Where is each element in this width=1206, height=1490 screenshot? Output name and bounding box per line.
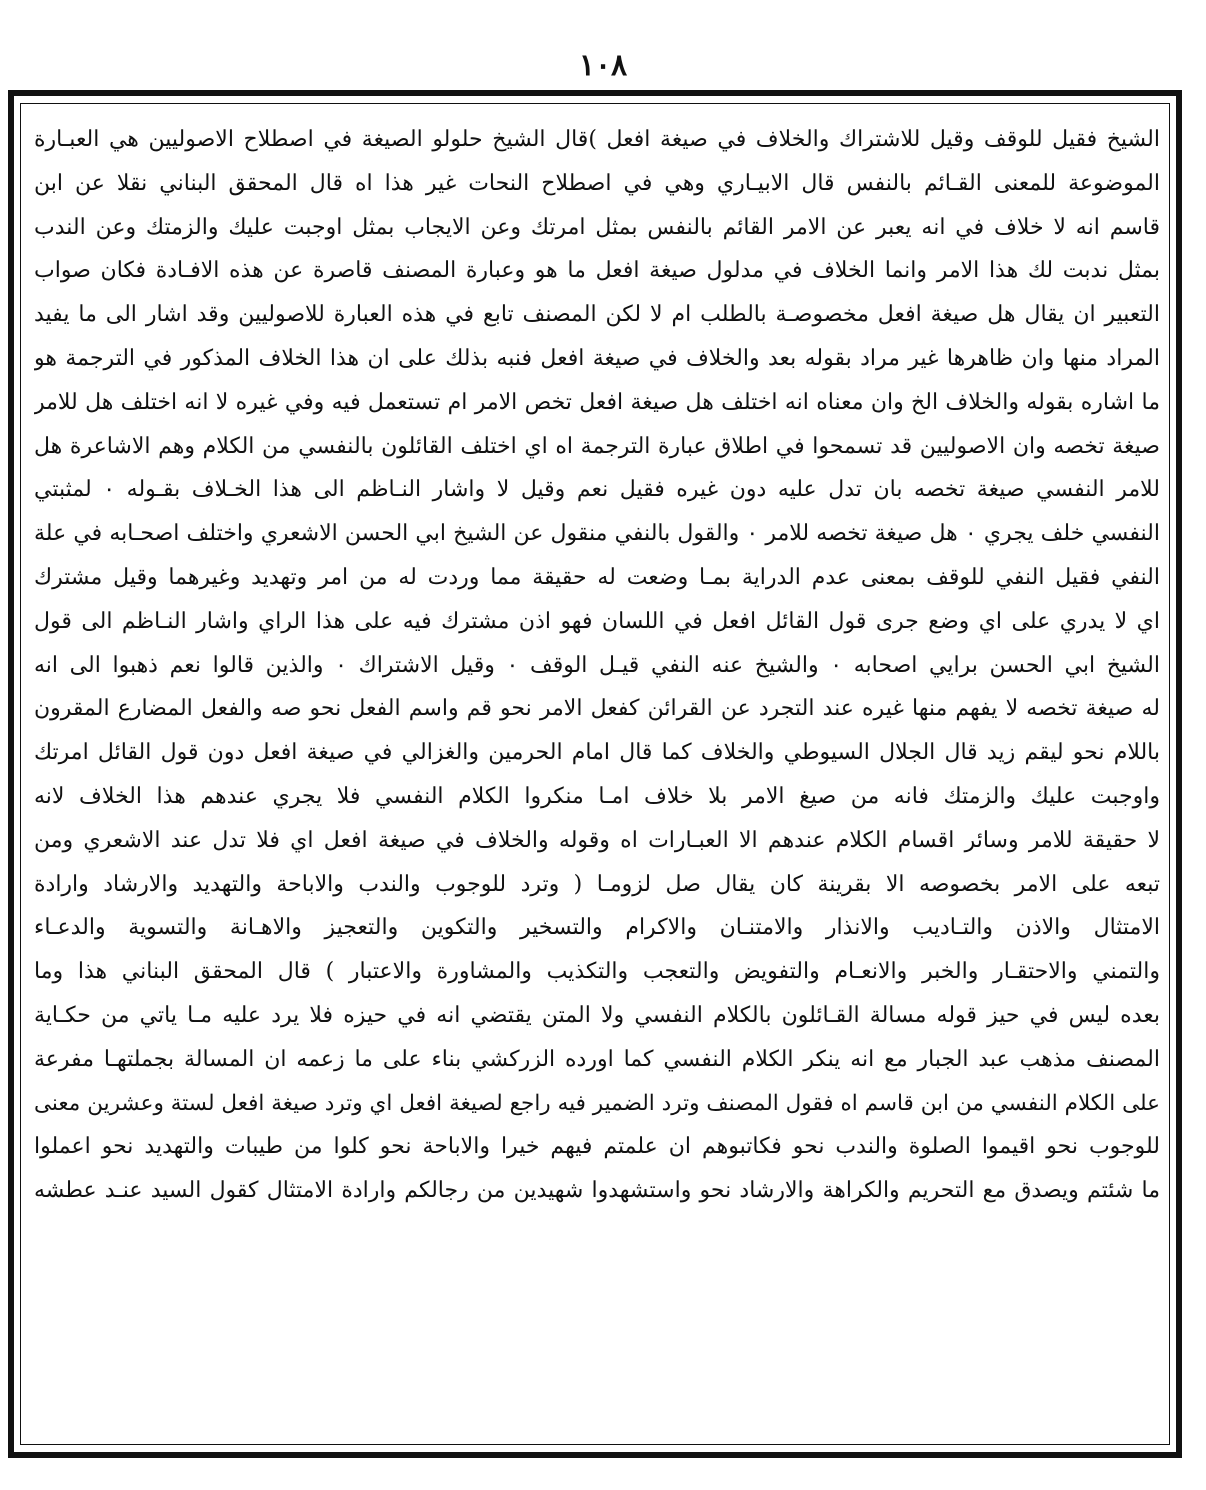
text-line: والتمني والاحتقـار والخبر والانعـام والتفويض والتعجب والتكذيب والمشاورة والاعتبار ) قال المحقق البناني هذا وما: [34, 959, 1160, 985]
text-line: المراد منها وان ظاهرها غير مراد بقوله بعد والخلاف في صيغة افعل فنبه بذلك على ان هذا الخلاف المذكور في الترجمة هو: [34, 345, 1160, 371]
text-line: باللام نحو ليقم زيد قال الجلال السيوطي والخلاف كما قال امام الحرمين والغزالي في صيغة افعل دون قول القائل امرتك: [34, 740, 1160, 766]
text-line: النفي فقيل النفي للوقف بمعنى عدم الدراية بمـا وضعت له حقيقة مما وردت له من امر وتهديد وغيرهما وقيل مشترك: [34, 564, 1160, 590]
body-text: [34, 118, 1160, 1434]
text-line: على الكلام النفسي من ابن قاسم اه فقول المصنف وترد الضمير فيه راجع لصيغة افعل اي وترد صيغة افعل لستة وعشرين معنى: [34, 1090, 1160, 1116]
text-line: التعبير ان يقال هل صيغة افعل مخصوصـة بالطلب ام لا لكن المصنف تابع في هذه العبارة للاصوليين وقد اشار الى ما يفيد: [34, 302, 1160, 328]
text-line: ما اشاره بقوله والخلاف الخ وان معناه انه اختلف هل صيغة افعل تخص الامر ام تستعمل فيه وفي غيره لا انه اختلف هل للامر: [34, 389, 1160, 415]
text-line: الشيخ ابي الحسن برايي اصحابه ٠ والشيخ عنه النفي قيـل الوقف ٠ وقيل الاشتراك ٠ والذين قالوا نعم ذهبوا الى انه: [34, 652, 1160, 678]
text-line: قاسم انه لا خلاف في انه يعبر عن الامر القائم بالنفس بمثل امرتك وعن الايجاب بمثل اوجبت عليك والزمتك وعن الندب: [34, 214, 1160, 240]
text-line: بعده ليس في حيز قوله مسالة القـائلون بالكلام النفسي ولا المتن يقتضي انه في حيزه فلا يرد عليه مـا ياتي من حكـاية: [34, 1002, 1160, 1028]
text-line: واوجبت عليك والزمتك فانه من صيغ الامر بلا خلاف امـا منكروا الكلام النفسي فلا يجري عندهم هذا الخلاف لانه: [34, 783, 1160, 809]
text-line: صيغة تخصه وان الاصوليين قد تسمحوا في اطلاق عبارة الترجمة اه اي اختلف القائلون بالنفسي من الكلام وهم الاشاعرة هل: [34, 433, 1160, 459]
text-line: له صيغة تخصه لا يفهم منها غيره عند التجرد عن القرائن كفعل الامر نحو قم واسم الفعل نحو صه والفعل المضارع المقرون: [34, 696, 1160, 722]
text-line: للوجوب نحو اقيموا الصلوة والندب نحو فكاتبوهم ان علمتم فيهم خيرا والاباحة نحو كلوا من طيبات والتهديد نحو اعملوا: [34, 1134, 1160, 1160]
text-line: النفسي خلف يجري ٠ هل صيغة تخصه للامر ٠ والقول بالنفي منقول عن الشيخ ابي الحسن الاشعري واختلف اصحـابه في علة: [34, 521, 1160, 547]
page-number: ١٠٨: [578, 48, 628, 83]
text-line: بمثل ندبت لك هذا الامر وانما الخلاف في مدلول صيغة افعل ما هو وعبارة المصنف قاصرة عن هذه الافـادة فكان صواب: [34, 258, 1160, 284]
text-line: للامر النفسي صيغة تخصه بان تدل عليه دون غيره فقيل نعم وقيل لا واشار النـاظم الى هذا الخـلاف بقـوله ٠ لمثبتي: [34, 477, 1160, 503]
text-line: تبعه على الامر بخصوصه الا بقرينة كان يقال صل لزومـا ( وترد للوجوب والندب والاباحة والتهديد والارشاد وارادة: [34, 871, 1160, 897]
text-line: الشيخ فقيل للوقف وقيل للاشتراك والخلاف في صيغة افعل )قال الشيخ حلولو الصيغة في اصطلاح الاصوليين هي العبـارة: [34, 127, 1160, 152]
text-line: الموضوعة للمعنى القـائم بالنفس قال الابيـاري وهي في اصطلاح النحات غير هذا اه قال المحقق البناني نقلا عن ابن: [34, 170, 1160, 196]
text-line: الامتثال والاذن والتـاديب والانذار والامتنـان والاكرام والتسخير والتكوين والتعجيز والاهـانة والتسوية والدعـاء: [34, 915, 1160, 941]
text-line: اي لا يدري على اي وضع جرى قول القائل افعل في اللسان فهو اذن مشترك فيه على هذا الراي واشار النـاظم الى قول: [34, 608, 1160, 634]
text-line: المصنف مذهب عبد الجبار مع انه ينكر الكلام النفسي كما اورده الزركشي بناء على ما زعمه ان المسالة بجملتهـا مفرعة: [34, 1046, 1160, 1072]
text-line: لا حقيقة للامر وسائر اقسام الكلام عندهم الا العبـارات اه وقوله والخلاف في صيغة افعل اي فلا تدل عند الاشعري ومن: [34, 827, 1160, 853]
text-line: ما شئتم ويصدق مع التحريم والكراهة والارشاد نحو واستشهدوا شهيدين من رجالكم وارادة الامتثال كقول السيد عنـد عطشه: [34, 1178, 1160, 1204]
